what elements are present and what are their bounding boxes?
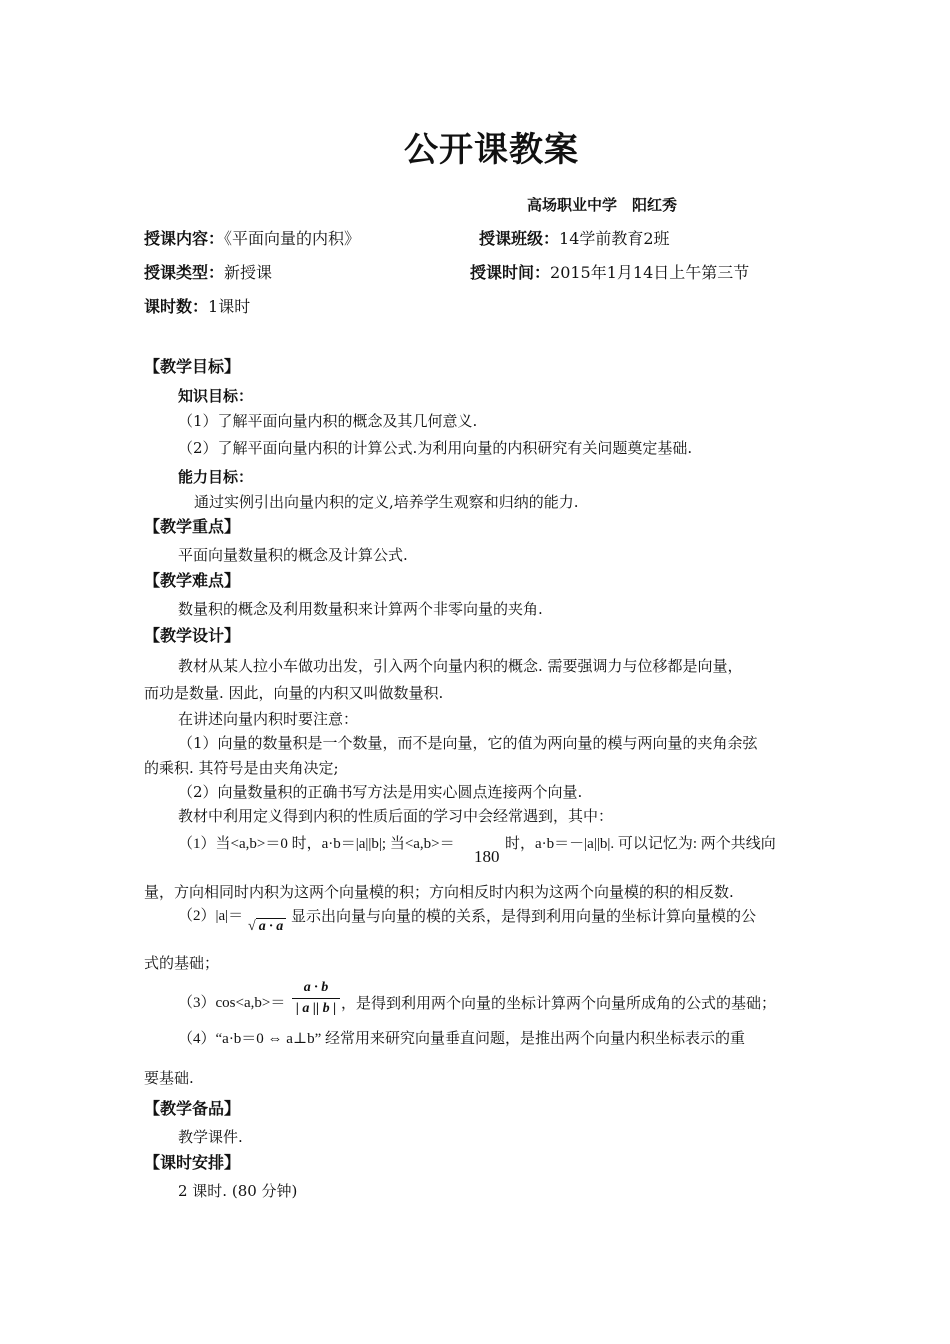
difficulty-heading: 【教学难点】: [144, 571, 241, 590]
class-label: 授课班级：: [479, 229, 560, 248]
design-heading: 【教学设计】: [144, 626, 241, 645]
formula-2-cont: 式的基础；: [144, 954, 220, 972]
cosine-fraction: [292, 980, 340, 1017]
type-value: 新授课: [224, 263, 273, 282]
design-p4: （2）向量数量积的正确书写方法是用实心圆点连接两个向量.: [178, 783, 583, 801]
materials-text: 教学课件.: [178, 1128, 243, 1146]
design-p3b: 的乘积. 其符号是由夹角决定;: [144, 759, 339, 777]
key-text: 平面向量数量积的概念及计算公式.: [178, 546, 408, 564]
knowledge-item-1: （1）了解平面向量内积的概念及其几何意义.: [178, 412, 478, 430]
type-row: [144, 263, 272, 283]
content-row: [144, 229, 360, 249]
formula-2-pre: （2）|a|＝: [178, 908, 244, 924]
design-p3a: （1）向量的数量积是一个数量，而不是向量，它的值为两向量的模与两向量的夹角余弦: [178, 734, 758, 752]
content-value: 《平面向量的内积》: [224, 229, 361, 248]
difficulty-text: 数量积的概念及利用数量积来计算两个非零向量的夹角.: [178, 600, 543, 618]
type-label: 授课类型：: [144, 263, 225, 282]
sqrt-radicand: a · a: [256, 918, 287, 935]
hours-label: 课时数：: [144, 297, 209, 316]
materials-heading: 【教学备品】: [144, 1099, 241, 1118]
formula-3-post: ，是得到利用两个向量的坐标计算两个向量所成角的公式的基础；: [341, 994, 777, 1012]
formula-4: （4）“a·b＝0 ⇔ a⊥b” 经常用来研究向量垂直问题，是推出两个向量内积坐标表示的重: [178, 1031, 745, 1047]
fraction-bar: [292, 998, 340, 999]
class-row: [479, 229, 670, 249]
time-row: [470, 263, 749, 283]
content-label: 授课内容：: [144, 229, 225, 248]
fraction-denominator: | a || b |: [295, 1001, 337, 1016]
hours-row: [144, 297, 250, 317]
design-p1a: 教材从某人拉小车做功出发，引入两个向量内积的概念. 需要强调力与位移都是向量，: [178, 657, 743, 675]
formula-1-cont: 量，方向相同时内积为这两个向量模的积；方向相反时内积为这两个向量模的积的相反数.: [144, 883, 734, 901]
hours-value: 1课时: [208, 297, 251, 316]
formula-3-pre: （3）cos<a,b>＝: [178, 995, 286, 1011]
ability-item-1: 通过实例引出向量内积的定义,培养学生观察和归纳的能力.: [194, 493, 579, 511]
design-p2: 在讲述向量内积时要注意：: [178, 710, 359, 728]
goals-heading: 【教学目标】: [144, 357, 241, 376]
knowledge-label: 知识目标：: [178, 387, 254, 405]
class-value: 14学前教育2班: [559, 229, 670, 248]
design-p1b: 而功是数量. 因此，向量的内积又叫做数量积.: [144, 684, 444, 702]
formula-2-post: 显示出向量与向量的模的关系，是得到利用向量的坐标计算向量模的公: [291, 907, 757, 925]
key-heading: 【教学重点】: [144, 517, 241, 536]
design-p5: 教材中利用定义得到内积的性质后面的学习中会经常遇到，其中：: [178, 807, 614, 825]
ability-label: 能力目标：: [178, 468, 254, 486]
time-value: 2015年1月14日上午第三节: [550, 263, 750, 282]
fraction-numerator: a · b: [303, 980, 329, 995]
page-title: 公开课教案: [404, 130, 579, 170]
author-line: 高场职业中学 阳红秀: [527, 196, 678, 214]
formula-4-cont: 要基础.: [144, 1069, 194, 1087]
time-label: 授课时间：: [470, 263, 551, 282]
knowledge-item-2: （2）了解平面向量内积的计算公式.为利用向量的内积研究有关问题奠定基础.: [178, 439, 693, 457]
formula-1-angle: 180: [474, 847, 500, 866]
formula-1-post: 时，a·b＝－|a||b|. 可以记忆为: 两个共线向: [505, 836, 776, 852]
schedule-heading: 【课时安排】: [144, 1153, 241, 1172]
schedule-text: 2 课时. (80 分钟): [178, 1182, 298, 1200]
sqrt-expression: √ a · a: [248, 918, 286, 935]
formula-1-pre: （1）当<a,b>＝0 时，a·b＝|a||b|; 当<a,b>＝: [178, 836, 455, 852]
